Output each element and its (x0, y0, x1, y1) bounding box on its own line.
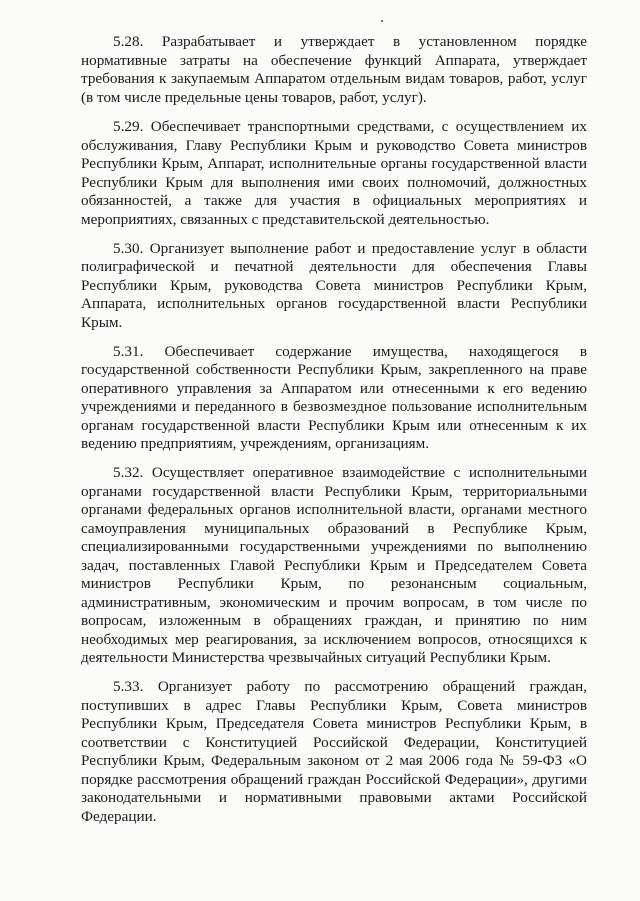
paragraph-5-33: 5.33. Организует работу по рассмотрению обращений граждан, поступивших в адрес Главы Республики Крым, Совета министров Республики Крым, Председателя Совета министров Республики Крым, в соответствии с Конституцией Российской Федерации, Конституцией Республики Крым, Федеральным законом от 2 мая 2006 года № 59-ФЗ «О порядке рассмотрения обращений граждан Российской Федерации», другими законодательными и нормативными правовыми актами Российской Федерации. (81, 678, 587, 825)
paragraph-5-31: 5.31. Обеспечивает содержание имущества, находящегося в государственной собственности Республики Крым, закрепленного на праве оперативного управления за Аппаратом или отнесенными к его ведению учреждениями и переданного в безвозмездное пользование исполнительным органам государственной власти Республики Крым или отнесенным к их ведению предприятиям, учреждениям, организациям. (81, 342, 587, 452)
paragraph-5-30: 5.30. Организует выполнение работ и предоставление услуг в области полиграфической и печатной деятельности для обеспечения Главы Республики Крым, руководства Совета министров Республики Крым, Аппарата, исполнительных органов государственной власти Республики Крым. (81, 239, 587, 331)
paragraph-5-28: 5.28. Разрабатывает и утверждает в установленном порядке нормативные затраты на обеспечение функций Аппарата, утверждает требования к закупаемым Аппаратом отдельным видам товаров, работ, услуг (в том числе предельные цены товаров, работ, услуг). (81, 33, 587, 106)
document-body (81, 33, 587, 837)
scan-speck (381, 20, 383, 22)
paragraph-5-29: 5.29. Обеспечивает транспортными средствами, с осуществлением их обслуживания, Главу Республики Крым и руководство Совета министров Республики Крым, Аппарат, исполнительные органы государственной власти Республики Крым для выполнения ими своих полномочий, должностных обязанностей, а также для участия в официальных мероприятиях и мероприятиях, связанных с представительской деятельностью. (81, 118, 587, 228)
paragraph-5-32: 5.32. Осуществляет оперативное взаимодействие с исполнительными органами государственной власти Республики Крым, территориальными органами федеральных органов исполнительной власти, органами местного самоуправления муниципальных образований в Республике Крым, специализированными государственными учреждениями по выполнению задач, поставленных Главой Республики Крым и Председателем Совета министров Республики Крым, по резонансным социальным, административным, экономическим и прочим вопросам, в том числе по вопросам, изложенным в обращениях граждан, и принятию по ним необходимых мер реагирования, за исключением вопросов, относящихся к деятельности Министерства чрезвычайных ситуаций Республики Крым. (81, 464, 587, 666)
